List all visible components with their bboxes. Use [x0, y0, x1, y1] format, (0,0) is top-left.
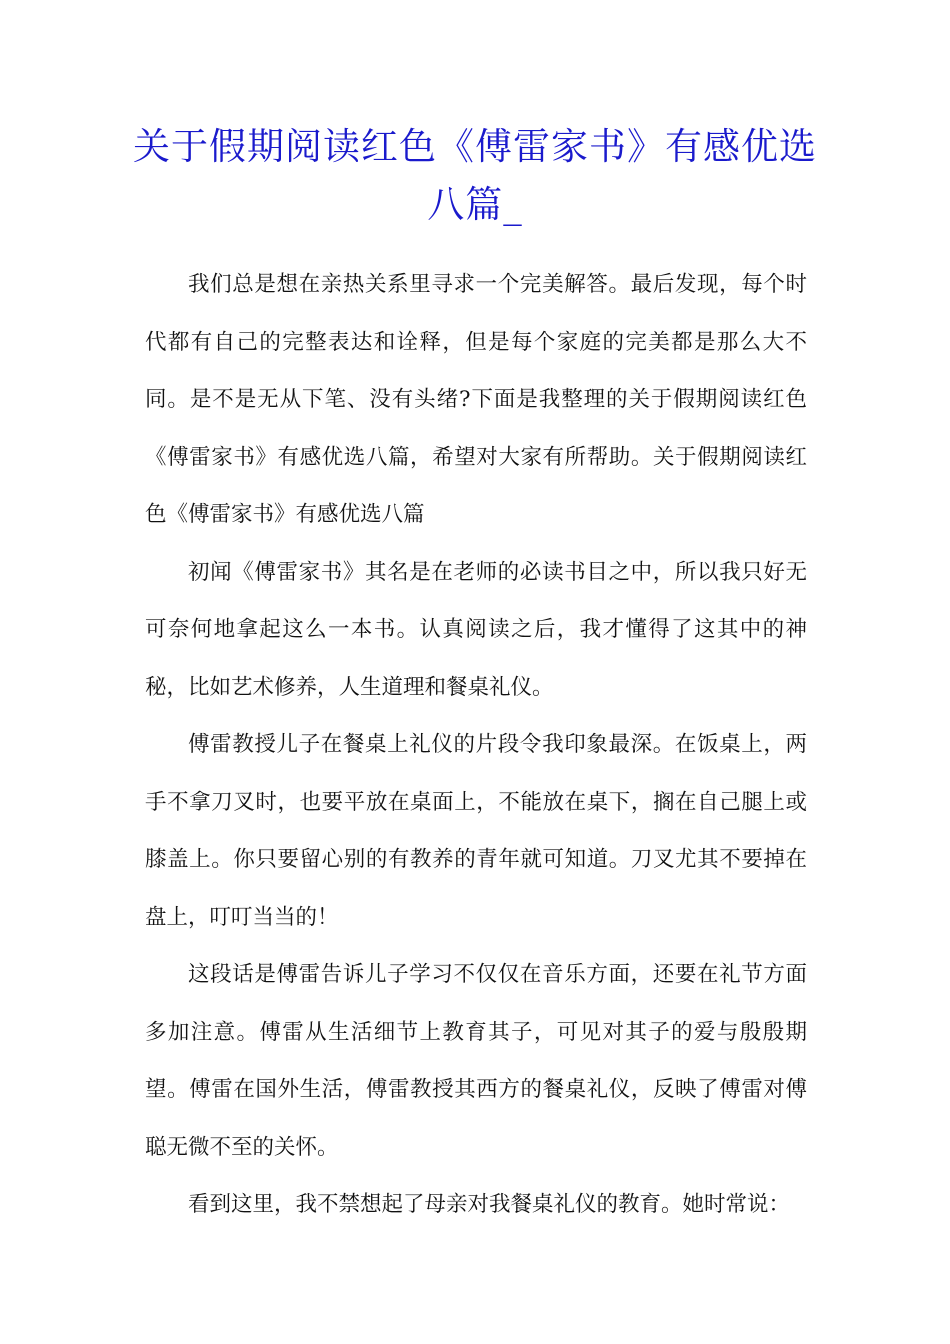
document-body [145, 256, 807, 1234]
paragraph-mother-memory: 看到这里，我不禁想起了母亲对我餐桌礼仪的教育。她时常说： [188, 1192, 791, 1217]
paragraph-intro: 我们总是想在亲热关系里寻求一个完美解答。最后发现，每个时代都有自己的完整表达和诠释，但是每个家庭的完美都是那么大不同。是不是无从下笔、没有头绪?下面是我整理的关于假期阅读红色《傅雷家书》有感优选八篇，希望对大家有所帮助。关于假期阅读红色《傅雷家书》有感优选八篇 [145, 272, 807, 527]
paragraph-first-impression: 初闻《傅雷家书》其名是在老师的必读书目之中，所以我只好无可奈何地拿起这么一本书。认真阅读之后，我才懂得了这其中的神秘，比如艺术修养，人生道理和餐桌礼仪。 [145, 559, 807, 700]
paragraph-table-manners: 傅雷教授儿子在餐桌上礼仪的片段令我印象最深。在饭桌上，两手不拿刀叉时，也要平放在桌面上，不能放在桌下，搁在自己腿上或膝盖上。你只要留心别的有教养的青年就可知道。刀叉尤其不要掉在盘上，叮叮当当的！ [145, 732, 807, 930]
paragraph-analysis: 这段话是傅雷告诉儿子学习不仅仅在音乐方面，还要在礼节方面多加注意。傅雷从生活细节上教育其子，可见对其子的爱与殷殷期望。傅雷在国外生活，傅雷教授其西方的餐桌礼仪，反映了傅雷对傅聪无微不至的关怀。 [145, 962, 807, 1160]
document-title: 关于假期阅读红色《傅雷家书》有感优选八篇_ [133, 125, 817, 226]
